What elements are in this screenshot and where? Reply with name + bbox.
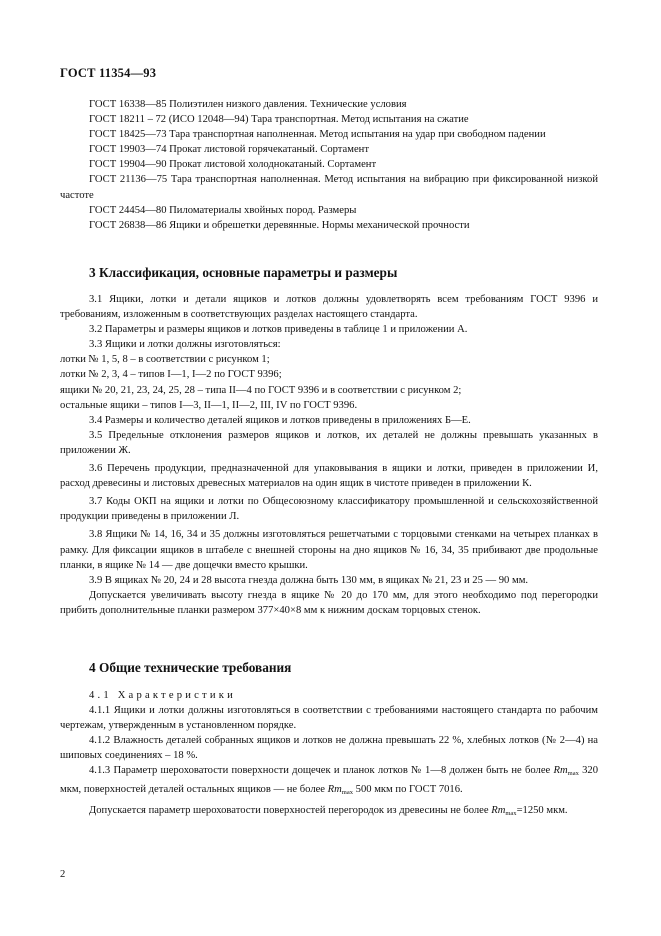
paragraph: 3.3 Ящики и лотки должны изготовляться: bbox=[89, 339, 281, 351]
normative-references bbox=[60, 97, 598, 233]
reference-item: ГОСТ 16338—85 Полиэтилен низкого давления. Технические условия bbox=[89, 99, 407, 110]
paragraph: 3.1 Ящики, лотки и детали ящиков и лотков должны удовлетворять всем требованиям ГОСТ 9396 и требованиям, изложенным в соответствующих разделах настоящего стандарта. bbox=[60, 294, 598, 321]
rm-symbol: Rm bbox=[327, 783, 342, 795]
reference-item: ГОСТ 19904—90 Прокат листовой холоднокатаный. Сортамент bbox=[89, 159, 377, 171]
rm-symbol: Rm bbox=[491, 804, 506, 816]
list-item: ящики № 20, 21, 23, 24, 25, 28 – типа II—4 по ГОСТ 9396 и в соответствии с рисунком 2; bbox=[60, 384, 462, 396]
rm-symbol: Rm bbox=[553, 765, 568, 777]
list-item: лотки № 2, 3, 4 – типов I—1, I—2 по ГОСТ 9396; bbox=[60, 369, 282, 381]
section-3-body bbox=[60, 292, 598, 618]
reference-item: ГОСТ 24454—80 Пиломатериалы хвойных пород. Размеры bbox=[89, 204, 357, 216]
paragraph: 3.2 Параметры и размеры ящиков и лотков приведены в таблице 1 и приложении А. bbox=[89, 324, 468, 336]
reference-item: ГОСТ 26838—86 Ящики и обрешетки деревянные. Нормы механической прочности bbox=[89, 219, 470, 231]
section-4-heading: 4 Общие технические требования bbox=[89, 660, 292, 675]
paragraph: 3.5 Предельные отклонения размеров ящиков и лотков, их деталей не должны превышать указанных в приложении Ж. bbox=[60, 429, 598, 456]
paragraph-roughness: 4.1.3 Параметр шероховатости поверхности дощечек и планок лотков № 1—8 должен быть не более $Rm_{max}$ 320 мкм, поверхностей деталей остальных ящиков — не более $Rm_{max}$ 500 мкм по ГОСТ 7016. bbox=[60, 765, 598, 796]
standard-header: ГОСТ 11354—93 bbox=[60, 66, 157, 80]
paragraph: Допускается увеличивать высоту гнезда в ящике № 20 до 170 мм, для этого необходимо под перегородки прибить дополнительные планки размером 377×40×8 мм к нижним доскам торцовых стенок. bbox=[60, 589, 598, 616]
paragraph: 3.9 В ящиках № 20, 24 и 28 высота гнезда должна быть 130 мм, в ящиках № 21, 23 и 25 — 90 мм. bbox=[89, 574, 529, 586]
paragraph: 4.1.1 Ящики и лотки должны изготовляться в соответствии с требованиями настоящего стандарта по рабочим чертежам, утвержденным в установленном порядке. bbox=[60, 705, 598, 732]
section-3-heading: 3 Классификация, основные параметры и размеры bbox=[89, 265, 398, 280]
paragraph: 3.6 Перечень продукции, предназначенной для упаковывания в ящики и лотки, приведен в приложении И, расход древесины и листовых древесных материалов на один ящик в чистоте приведен в приложении К. bbox=[60, 463, 598, 490]
paragraph: 3.8 Ящики № 14, 16, 34 и 35 должны изготовляться решетчатыми с торцовыми стенками на четырех планках в рамку. Для фиксации ящиков в штабеле с внешней стороны на дно ящиков № 16, 34, 35 прибивают две продольные планки, в ящике № 14 — две дощечки вместо крышки. bbox=[60, 529, 598, 571]
list-item: остальные ящики – типов I—3, II—1, II—2, III, IV по ГОСТ 9396. bbox=[60, 399, 358, 411]
reference-item: ГОСТ 18211 – 72 (ИСО 12048—94) Тара транспортная. Метод испытания на сжатие bbox=[89, 114, 469, 126]
subsection-heading: 4.1 Характеристики bbox=[89, 690, 236, 701]
reference-item: ГОСТ 19903—74 Прокат листовой горячекатаный. Сортамент bbox=[89, 144, 369, 156]
page-number: 2 bbox=[60, 869, 66, 880]
paragraph: 3.7 Коды ОКП на ящики и лотки по Общесоюзному классификатору промышленной и сельскохозяйственной продукции приведены в приложении Л. bbox=[60, 496, 598, 523]
rm-subscript: max bbox=[505, 809, 517, 817]
reference-item: ГОСТ 18425—73 Тара транспортная наполненная. Метод испытания на удар при свободном падении bbox=[89, 129, 546, 141]
rm-subscript: max bbox=[567, 770, 579, 778]
rm-subscript: max bbox=[341, 788, 353, 796]
paragraph: 3.4 Размеры и количество деталей ящиков и лотков приведены в приложениях Б—Е. bbox=[89, 414, 471, 426]
paragraph-partitions: Допускается параметр шероховатости поверхностей перегородок из древесины не более $Rm_{max}=1250$ мкм. bbox=[89, 804, 568, 817]
section-4-body bbox=[60, 688, 598, 821]
reference-item: ГОСТ 21136—75 Тара транспортная наполненная. Метод испытания на вибрацию при фиксированной низкой частоте bbox=[60, 174, 598, 201]
list-item: лотки № 1, 5, 8 – в соответствии с рисунком 1; bbox=[60, 354, 270, 366]
paragraph: 4.1.2 Влажность деталей собранных ящиков и лотков не должна превышать 22 %, хлебных лотков (№ 2—4) на шиповых соединениях – 18 %. bbox=[60, 735, 598, 762]
